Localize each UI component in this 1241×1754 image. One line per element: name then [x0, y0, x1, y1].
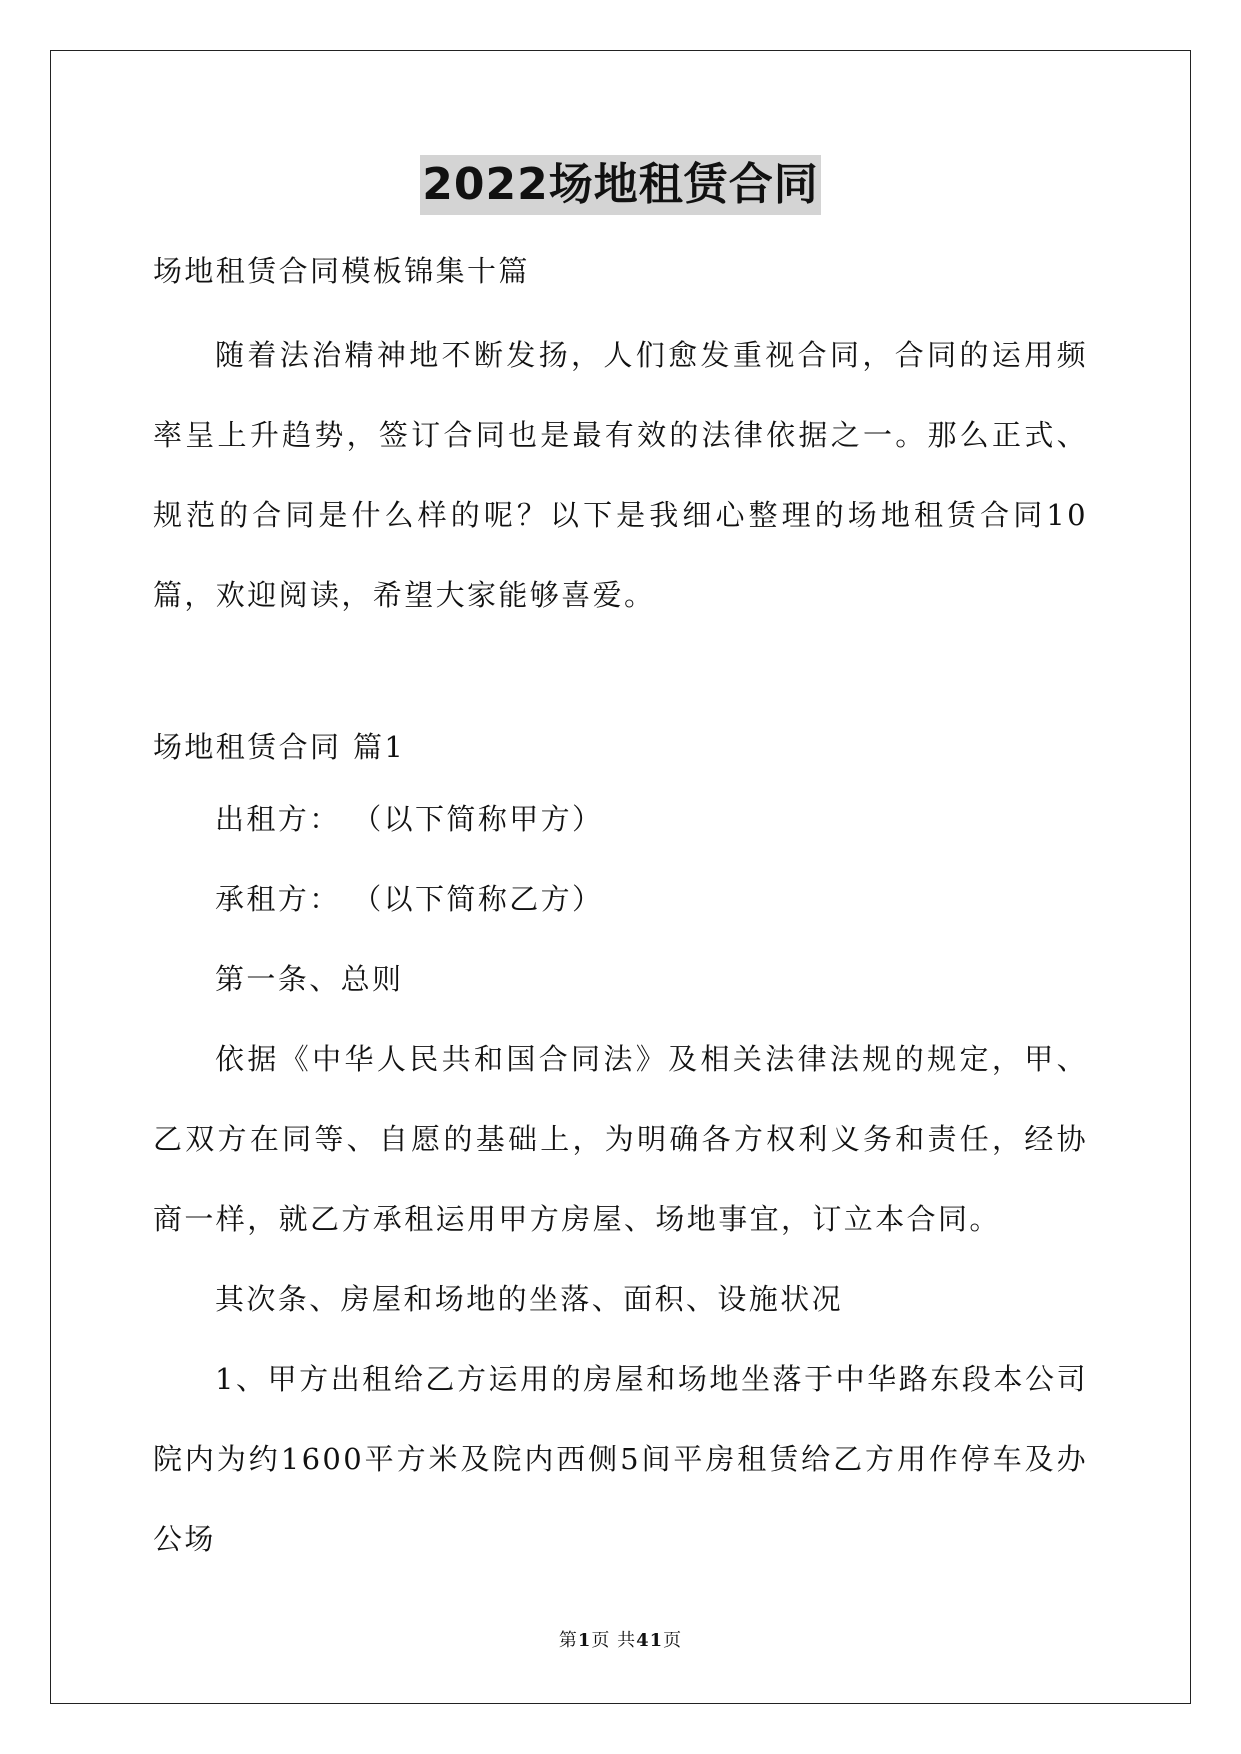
footer-mid: 页 共 — [591, 1630, 637, 1651]
title-container — [0, 155, 1241, 215]
document-body — [153, 239, 1088, 1579]
article2-heading: 其次条、房屋和场地的坐落、面积、设施状况 — [215, 1282, 844, 1316]
lessor-line: 出租方： （以下简称甲方） — [215, 802, 604, 836]
section-heading: 场地租赁合同 篇1 — [153, 730, 406, 764]
article1-body: 依据《中华人民共和国合同法》及相关法律法规的规定，甲、乙双方在同等、自愿的基础上，为明确各方权利义务和责任，经协商一样，就乙方承租运用甲方房屋、场地事宜，订立本合同。 — [153, 1042, 1088, 1236]
footer-prefix: 第 — [558, 1630, 578, 1651]
clause1-paragraph: 1、甲方出租给乙方运用的房屋和场地坐落于中华路东段本公司院内为约1600平方米及院内西侧5间平房租赁给乙方用作停车及办公场 — [153, 1362, 1088, 1556]
document-title: 2022场地租赁合同 — [420, 155, 820, 215]
lessee-line: 承租方： （以下简称乙方） — [215, 882, 604, 916]
intro-paragraph: 随着法治精神地不断发扬，人们愈发重视合同，合同的运用频率呈上升趋势，签订合同也是最有效的法律依据之一。那么正式、规范的合同是什么样的呢？以下是我细心整理的场地租赁合同10篇，欢迎阅读，希望大家能够喜爱。 — [153, 338, 1088, 612]
footer-page-number: 1 — [577, 1630, 592, 1651]
footer-suffix: 页 — [663, 1630, 683, 1651]
article1-heading: 第一条、总则 — [215, 962, 404, 996]
page-footer — [0, 1626, 1241, 1652]
document-subtitle: 场地租赁合同模板锦集十篇 — [153, 254, 530, 288]
footer-total-pages: 41 — [636, 1630, 664, 1651]
